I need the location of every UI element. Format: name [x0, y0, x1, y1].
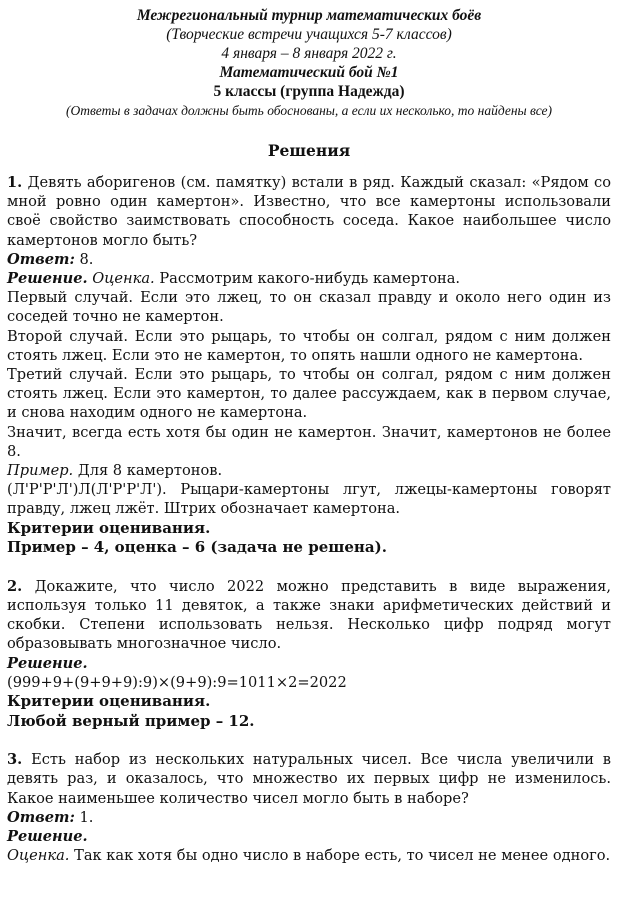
- problem-text: Докажите, что число 2022 можно представить в виде выражения, используя только 11 девяток, а также знаки арифметических действий и скобки. Степени использовать нельзя. Несколько цифр подряд могут образовывать многозначное число.: [7, 577, 612, 653]
- problem-1-solution: [7, 269, 611, 288]
- criteria-label: Критерии оценивания.: [7, 692, 211, 711]
- problem-text: Есть набор из нескольких натуральных чисел. Все числа увеличили в девять раз, и оказалось, что множество их первых цифр не изменилось. Какое наименьшее количество чисел могло быть в наборе?: [7, 751, 611, 807]
- estimate-label: Оценка.: [92, 270, 155, 288]
- problem-number: 1.: [7, 174, 23, 191]
- case-2: Второй случай. Если это рыцарь, то чтобы он солгал, рядом с ним должен стоять лжец. Если это не камертон, то опять нашли одного не камертона.: [7, 327, 611, 364]
- problem-1-criteria: Пример – 4, оценка – 6 (задача не решена).: [7, 538, 387, 557]
- example-text: Для 8 камертонов.: [77, 462, 223, 480]
- tournament-subtitle: (Творческие встречи учащихся 5-7 классов): [166, 26, 452, 43]
- problem-1-statement: [7, 173, 611, 250]
- case-3: Третий случай. Если это рыцарь, то чтобы он солгал, рядом с ним должен стоять лжец. Если это камертон, то далее рассуждаем, как в первом случае, и снова находим одного не камертона.: [7, 366, 611, 422]
- battle-title: Математический бой №1: [219, 64, 399, 81]
- answer-value: 1.: [79, 808, 94, 826]
- estimate-text: Рассмотрим какого-нибудь камертона.: [159, 270, 461, 288]
- tournament-title: Межрегиональный турнир математических боёв: [136, 7, 482, 24]
- problem-1: [7, 173, 611, 558]
- problem-number: 3.: [7, 751, 23, 769]
- problem-3-solution-label: [7, 827, 611, 846]
- problem-number: 2.: [7, 577, 23, 595]
- instructions-note: (Ответы в задачах должны быть обоснованы, а если их несколько, то найдены все): [65, 103, 553, 118]
- case-1: Первый случай. Если это лжец, то он сказал правду и около него один из соседей точно не камертон.: [7, 289, 611, 326]
- solutions-heading: Решения: [267, 141, 351, 160]
- group-title: 5 классы (группа Надежда): [213, 83, 405, 100]
- problem-1-answer: [7, 250, 611, 269]
- problem-3-statement: [7, 750, 611, 808]
- tournament-dates: 4 января – 8 января 2022 г.: [221, 45, 397, 62]
- conclusion: Значит, всегда есть хотя бы один не камертон. Значит, камертонов не более 8.: [7, 423, 611, 460]
- solution-label: Решение.: [7, 270, 88, 288]
- answer-value: 8.: [79, 250, 94, 268]
- solution-label: Решение.: [7, 828, 88, 846]
- document-header: [7, 6, 611, 120]
- example-detail: (Л'Р'Р'Л')Л(Л'Р'Р'Л'). Рыцари-камертоны лгут, лжецы-камертоны говорят правду, лжец лжёт. Штрих обозначает камертона.: [7, 481, 611, 518]
- solution-label: Решение.: [7, 654, 88, 672]
- spacer: [7, 558, 611, 577]
- answer-label: Ответ:: [7, 250, 75, 268]
- problem-1-example: [7, 461, 611, 480]
- problem-3: [7, 750, 611, 865]
- problem-2-criteria: Любой верный пример – 12.: [7, 711, 255, 730]
- problem-text: Девять аборигенов (см. памятку) встали в ряд. Каждый сказал: «Рядом со мной ровно один камертон». Известно, что все камертоны использовали своё свойство заимствовать способность соседа. Какое наибольшее число камертонов могло быть?: [7, 174, 611, 249]
- spacer: [7, 731, 611, 750]
- problem-3-estimate: [7, 846, 611, 865]
- estimate-text: Так как хотя бы одно число в наборе есть, то чисел не менее одного.: [74, 847, 611, 865]
- example-label: Пример.: [7, 462, 74, 480]
- estimate-label: Оценка.: [7, 847, 70, 865]
- problem-2-solution-label: [7, 654, 611, 673]
- problem-2-solution: (999+9+(9+9+9):9)×(9+9):9=1011×2=2022: [7, 673, 347, 691]
- answer-label: Ответ:: [7, 808, 75, 826]
- problem-2: [7, 577, 611, 731]
- problem-2-statement: [7, 577, 611, 654]
- problem-3-answer: [7, 808, 611, 827]
- criteria-label: Критерии оценивания.: [7, 518, 211, 537]
